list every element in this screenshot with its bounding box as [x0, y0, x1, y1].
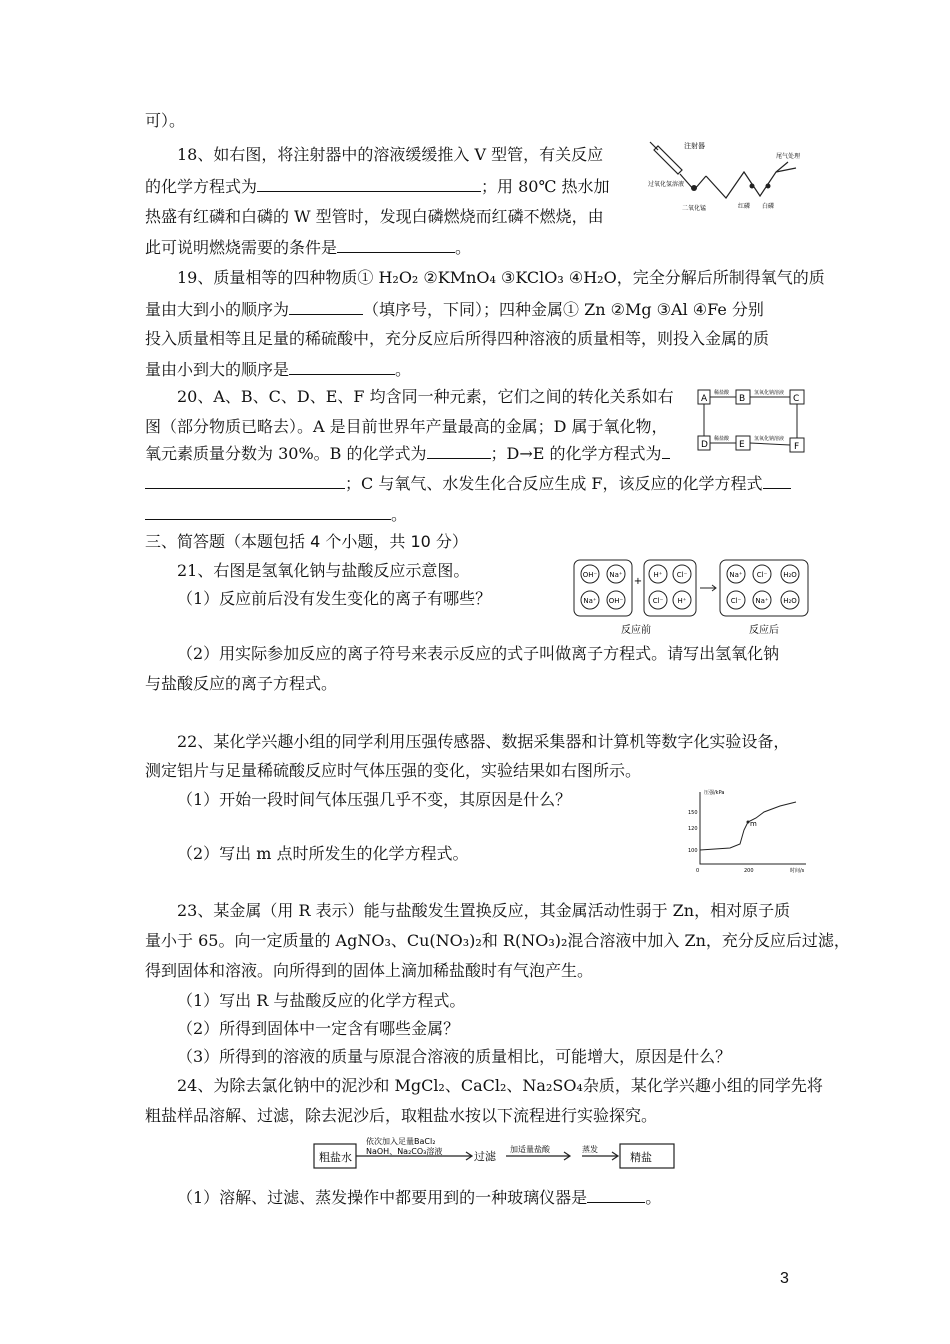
label-ef-reagent: 氢氧化钠溶液	[754, 436, 785, 442]
ion-oh-1: OH⁻	[582, 571, 598, 579]
white-p-dot	[766, 184, 771, 189]
label-bc-reagent: 氢氧化钠溶液	[754, 390, 785, 396]
reaction-arrow	[700, 585, 716, 591]
x-tick-200: 200	[744, 868, 754, 874]
label-crude-brine: 粗盐水	[319, 1151, 352, 1164]
label-ab-reagent: 稀盐酸	[714, 390, 730, 396]
q19-line1: 19、质量相等的四种物质① H₂O₂ ②KMnO₄ ③KClO₃ ④H₂O，完全分解后所制得氧气的质	[177, 268, 825, 287]
label-de-reagent: 稀盐酸	[714, 436, 730, 442]
q24-sub1: （1）溶解、过滤、蒸发操作中都要用到的一种玻璃仪器是 。	[177, 1188, 662, 1207]
q20-blank-f-head	[763, 472, 791, 489]
ion-cl-2: Cl⁻	[652, 597, 664, 605]
q22-sub2: （2）写出 m 点时所发生的化学方程式。	[177, 844, 469, 863]
y-tick-150: 150	[688, 810, 698, 816]
q20-blank-b-formula[interactable]	[427, 442, 491, 459]
q19-line3: 投入质量相等且足量的稀硫酸中，充分反应后所得四种溶液的质量相等，则投入金属的质	[145, 329, 770, 348]
axes	[700, 792, 806, 864]
ion-oh-2: OH⁻	[608, 597, 624, 605]
label-evaporate: 蒸发	[582, 1145, 598, 1154]
y-axis-label: 压强/kPa	[704, 790, 725, 796]
q24-line1: 24、为除去氯化钠中的泥沙和 MgCl₂、CaCl₂、Na₂SO₄杂质，某化学兴趣小组的同学先将	[177, 1076, 823, 1095]
q21-sub1: （1）反应前后没有发生变化的离子有哪些？	[177, 589, 492, 608]
syringe-plunger	[650, 142, 658, 150]
syringe-body	[654, 146, 682, 174]
x-axis-label: 时间/s	[790, 868, 805, 874]
label-a: A	[701, 394, 708, 404]
label-d: D	[701, 440, 708, 450]
plus-sign: +	[633, 576, 643, 587]
q23-line2: 量小于 65。向一定质量的 AgNO₃、Cu(NO₃)₂和 R(NO₃)₂混合溶液中加入 Zn，充分反应后过滤，	[145, 931, 850, 950]
ion-na-1: Na⁺	[609, 571, 623, 579]
red-p-dot	[750, 184, 755, 189]
page-number: 3	[780, 1270, 789, 1287]
label-solution: 过氧化氢溶液	[648, 181, 685, 188]
molecule-h2o-2: H₂O	[783, 597, 797, 605]
q20-blank-f-equation[interactable]	[145, 503, 391, 520]
label-e: E	[739, 440, 745, 450]
q23-sub3: （3）所得到的溶液的质量与原混合溶液的质量相比，可能增大，原因是什么？	[177, 1047, 732, 1066]
y-tick-120: 120	[688, 826, 698, 832]
q18-line1: 18、如右图，将注射器中的溶液缓缓推入 V 型管，有关反应	[177, 145, 604, 164]
label-white-p: 白磷	[762, 203, 775, 210]
q23-sub2: （2）所得到固体中一定含有哪些金属？	[177, 1019, 460, 1038]
q18-blank-equation[interactable]	[257, 175, 481, 192]
label-before: 反应前	[621, 625, 651, 636]
ion-na-after-1: Na⁺	[729, 571, 743, 579]
ion-na-after-2: Na⁺	[755, 597, 769, 605]
ion-na-2: Na⁺	[583, 597, 597, 605]
label-b: B	[739, 394, 746, 404]
figure-q22-pressure-graph	[684, 786, 810, 876]
ion-cl-after-2: Cl⁻	[730, 597, 742, 605]
q23-line1: 23、某金属（用 R 表示）能与盐酸发生置换反应，其金属活动性弱于 Zn，相对原子质	[177, 901, 791, 920]
q22-line2: 测定铝片与足量稀硫酸反应时气体压强的变化，实验结果如右图所示。	[145, 761, 642, 780]
line-continuation: 可）。	[145, 111, 186, 130]
q22-sub1: （1）开始一段时间气体压强几乎不变，其原因是什么？	[177, 790, 572, 809]
q21-sub2-line2: 与盐酸反应的离子方程式。	[145, 674, 338, 693]
q22-line1: 22、某化学兴趣小组的同学利用压强传感器、数据采集器和计算机等数字化实验设备，	[177, 732, 790, 751]
molecule-h2o-1: H₂O	[783, 571, 797, 579]
ion-cl-after-1: Cl⁻	[756, 571, 768, 579]
section3-title: 三、简答题（本题包括 4 个小题，共 10 分）	[145, 532, 468, 551]
q19-line4: 量由小到大的顺序是 。	[145, 360, 412, 379]
figure-q18-apparatus	[648, 138, 808, 223]
label-red-p: 红磷	[738, 203, 751, 210]
label-step1-reagents-a: 依次加入足量BaCl₂	[366, 1137, 436, 1146]
q18-line2: 的化学方程式为 ；用 80℃ 热水加	[145, 177, 610, 196]
w-tube	[706, 162, 788, 198]
label-syringe: 注射器	[684, 142, 705, 150]
label-add-acid: 加适量盐酸	[510, 1145, 550, 1154]
q19-blank-oxygen-order[interactable]	[289, 298, 363, 315]
label-f: F	[794, 442, 800, 452]
q24-line2: 粗盐样品溶解、过滤，除去泥沙后，取粗盐水按以下流程进行实验探究。	[145, 1106, 658, 1125]
ion-h-2: H⁺	[677, 597, 687, 605]
q21-sub2-line1: （2）用实际参加反应的离子符号来表示反应的式子叫做离子方程式。请写出氢氧化钠	[177, 644, 780, 663]
q20-line1: 20、A、B、C、D、E、F 均含同一种元素，它们之间的转化关系如右	[177, 387, 674, 406]
label-c: C	[793, 394, 800, 404]
q23-line3: 得到固体和溶液。向所得到的固体上滴加稀盐酸时有气泡产生。	[145, 961, 594, 980]
mno2-dot	[691, 185, 697, 191]
q23-sub1: （1）写出 R 与盐酸反应的化学方程式。	[177, 991, 466, 1010]
label-after: 反应后	[749, 625, 779, 636]
x-tick-0: 0	[696, 868, 700, 874]
label-tail-gas: 尾气处理	[776, 153, 801, 160]
q20-line2: 图（部分物质已略去）。A 是目前世界年产量最高的金属；D 属于氧化物，	[145, 417, 668, 436]
ion-cl-1: Cl⁻	[676, 571, 688, 579]
q20-line5: 。	[145, 503, 407, 526]
label-refined-salt: 精盐	[630, 1151, 652, 1164]
label-m: m	[750, 820, 757, 828]
q19-blank-metal-order[interactable]	[289, 358, 395, 375]
label-step1-reagents-b: NaOH、Na₂CO₃溶液	[366, 1147, 443, 1156]
beaker-hcl	[644, 560, 696, 616]
q20-blank-tail	[662, 442, 670, 459]
label-mno2: 二氧化锰	[682, 205, 707, 212]
q21-line1: 21、右图是氢氧化钠与盐酸反应示意图。	[177, 561, 470, 580]
q24-blank-instrument[interactable]	[587, 1186, 645, 1203]
q20-line4: ；C 与氧气、水发生化合反应生成 F，该反应的化学方程式	[145, 472, 791, 495]
q18-line4: 此可说明燃烧需要的条件是 。	[145, 238, 472, 257]
ion-h-1: H⁺	[653, 571, 663, 579]
q20-line3: 氧元素质量分数为 30%。B 的化学式为 ；D→E 的化学方程式为	[145, 442, 670, 465]
q18-blank-condition[interactable]	[337, 236, 455, 253]
q19-line2: 量由大到小的顺序为 （填序号，下同）；四种金属① Zn ②Mg ③Al ④Fe 分别	[145, 300, 764, 319]
q20-blank-d-to-e[interactable]	[145, 472, 345, 489]
label-filter: 过滤	[474, 1150, 496, 1163]
q18-line3: 热盛有红磷和白磷的 W 型管时，发现白磷燃烧而红磷不燃烧，由	[145, 207, 604, 226]
figure-q20-diagram	[696, 384, 812, 460]
arrow-e-f	[750, 443, 790, 445]
y-tick-100: 100	[688, 848, 698, 854]
pressure-curve	[700, 802, 796, 850]
figure-q24-flowchart	[312, 1132, 676, 1176]
figure-q21-ions	[572, 558, 812, 640]
